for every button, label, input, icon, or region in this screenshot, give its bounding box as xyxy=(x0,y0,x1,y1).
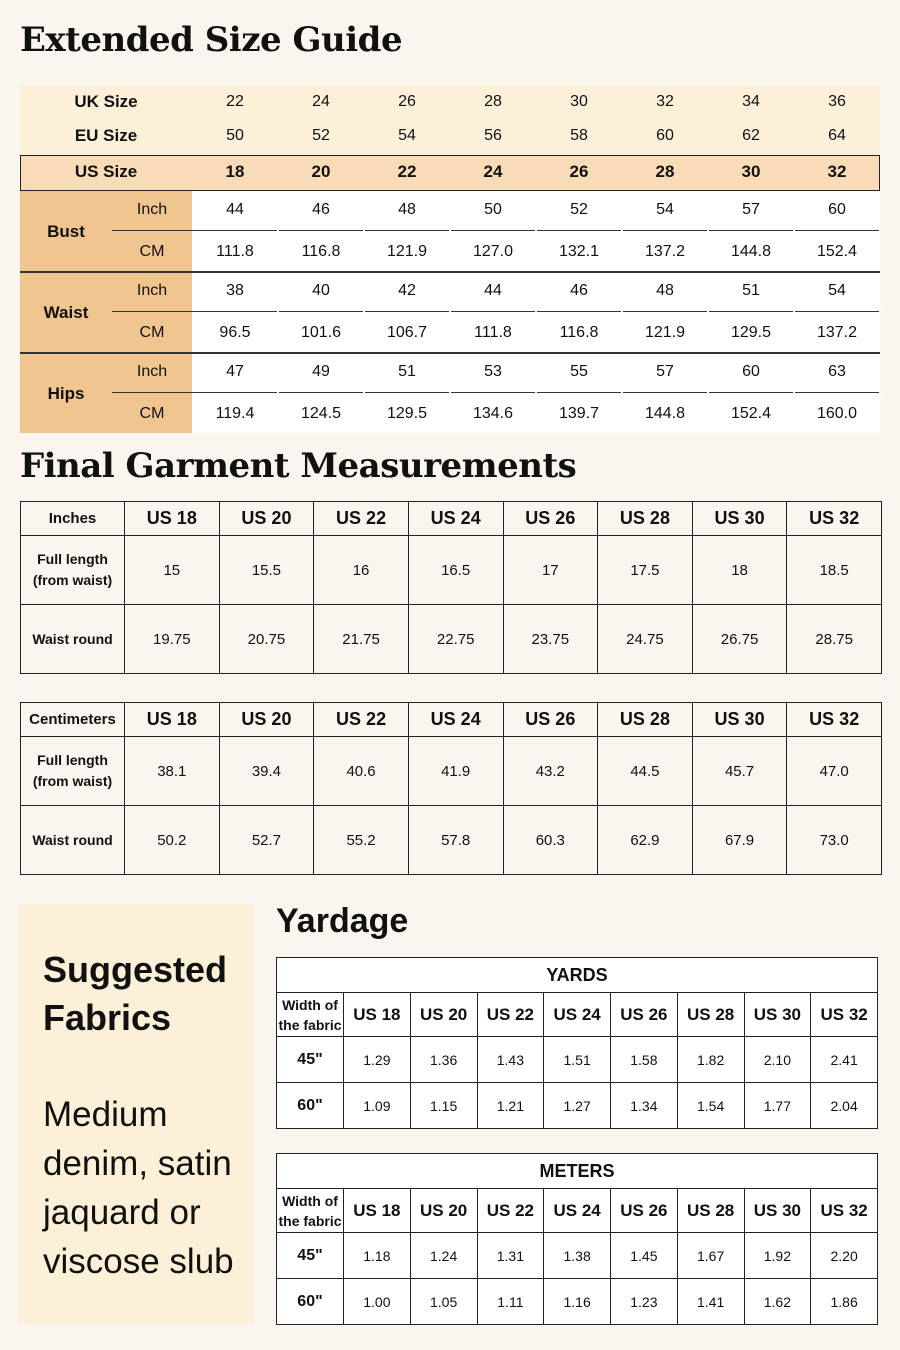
header-row xyxy=(277,993,878,1037)
inch-value: 38 xyxy=(226,282,244,299)
cm-value: 116.8 xyxy=(559,323,599,341)
size-header: US 28 xyxy=(677,993,744,1037)
size-header: US 24 xyxy=(544,1189,611,1233)
size-header: US 26 xyxy=(503,703,598,737)
size-header: US 24 xyxy=(408,502,503,536)
cm-value: 124.5 xyxy=(300,404,342,422)
size-header: US 30 xyxy=(744,993,811,1037)
inch-value: 40 xyxy=(312,282,330,299)
size-value: 50 xyxy=(226,127,244,144)
column-gap xyxy=(793,310,795,313)
value-cell: 1.34 xyxy=(611,1083,678,1129)
size-header: US 28 xyxy=(598,502,693,536)
cm-value: 137.2 xyxy=(644,242,686,260)
measure-name: Waist xyxy=(43,302,89,322)
value-cell: 18 xyxy=(692,536,787,605)
value-cell: 1.51 xyxy=(544,1037,611,1083)
table-caption: METERS xyxy=(277,1154,878,1189)
row-label: 60" xyxy=(277,1279,344,1325)
size-header: US 20 xyxy=(219,703,314,737)
value-cell: 2.10 xyxy=(744,1037,811,1083)
table-row xyxy=(277,1037,878,1083)
column-gap xyxy=(277,229,279,232)
value-cell: 52.7 xyxy=(219,806,314,875)
size-value: 26 xyxy=(398,93,416,110)
size-value: 56 xyxy=(484,127,502,144)
size-value: 64 xyxy=(828,127,846,144)
size-header: US 18 xyxy=(125,703,220,737)
inch-value: 60 xyxy=(828,201,846,218)
cm-value: 152.4 xyxy=(816,242,858,260)
value-cell: 1.36 xyxy=(410,1037,477,1083)
cm-value: 111.8 xyxy=(474,323,512,341)
size-header: US 22 xyxy=(477,1189,544,1233)
column-gap xyxy=(363,310,365,313)
cm-value: 160.0 xyxy=(816,404,858,422)
cm-value: 101.6 xyxy=(300,323,342,341)
cm-value: 96.5 xyxy=(219,323,251,341)
unit-label-cm: CM xyxy=(139,323,165,341)
column-gap xyxy=(879,229,881,232)
column-gap xyxy=(277,391,279,394)
value-cell: 44.5 xyxy=(598,737,693,806)
value-cell: 38.1 xyxy=(125,737,220,806)
column-gap xyxy=(535,391,537,394)
size-header: US 28 xyxy=(598,703,693,737)
value-cell: 40.6 xyxy=(314,737,409,806)
size-value: 60 xyxy=(656,127,674,144)
value-cell: 26.75 xyxy=(692,605,787,674)
value-cell: 1.23 xyxy=(611,1279,678,1325)
value-cell: 1.67 xyxy=(677,1233,744,1279)
size-value: 62 xyxy=(742,127,760,144)
column-gap xyxy=(707,229,709,232)
unit-divider xyxy=(112,311,880,312)
garment-cm-table xyxy=(20,702,882,875)
value-cell: 1.92 xyxy=(744,1233,811,1279)
inch-value: 54 xyxy=(828,282,846,299)
meters-table xyxy=(276,1153,878,1325)
cm-value: 144.8 xyxy=(644,404,686,422)
value-cell: 1.27 xyxy=(544,1083,611,1129)
value-cell: 39.4 xyxy=(219,737,314,806)
garment-title: Final Garment Measurements xyxy=(20,446,577,486)
width-label: Width of the fabric xyxy=(277,1189,344,1233)
value-cell: 1.77 xyxy=(744,1083,811,1129)
value-cell: 1.43 xyxy=(477,1037,544,1083)
width-label: Width of the fabric xyxy=(277,993,344,1037)
cm-value: 121.9 xyxy=(644,323,686,341)
value-cell: 20.75 xyxy=(219,605,314,674)
cm-value: 129.5 xyxy=(386,404,428,422)
size-value: 22 xyxy=(397,162,417,181)
row-label: 45" xyxy=(277,1037,344,1083)
column-gap xyxy=(449,310,451,313)
size-value: 36 xyxy=(828,93,846,110)
value-cell: 1.45 xyxy=(611,1233,678,1279)
value-cell: 1.31 xyxy=(477,1233,544,1279)
value-cell: 1.18 xyxy=(344,1233,411,1279)
inch-value: 42 xyxy=(398,282,416,299)
unit-label-cm: CM xyxy=(139,242,165,260)
cm-value: 137.2 xyxy=(816,323,858,341)
garment-inches-table xyxy=(20,501,882,674)
size-header: US 30 xyxy=(744,1189,811,1233)
row-label: 60" xyxy=(277,1083,344,1129)
size-guide-table xyxy=(20,85,880,433)
value-cell: 1.29 xyxy=(344,1037,411,1083)
row-label: Full length (from waist) xyxy=(21,536,125,605)
inch-value: 53 xyxy=(484,363,502,380)
inch-value: 44 xyxy=(226,201,244,218)
cm-value: 129.5 xyxy=(730,323,772,341)
value-cell: 1.09 xyxy=(344,1083,411,1129)
size-header: US 22 xyxy=(314,703,409,737)
size-value: 54 xyxy=(398,127,416,144)
value-cell: 1.11 xyxy=(477,1279,544,1325)
cm-value: 134.6 xyxy=(472,404,514,422)
size-header: US 26 xyxy=(611,993,678,1037)
value-cell: 18.5 xyxy=(787,536,882,605)
unit-label-inch: Inch xyxy=(136,363,168,380)
inch-value: 55 xyxy=(570,363,588,380)
column-gap xyxy=(793,229,795,232)
value-cell: 15 xyxy=(125,536,220,605)
size-row-label: US Size xyxy=(74,162,138,181)
value-cell: 19.75 xyxy=(125,605,220,674)
size-header: US 30 xyxy=(692,502,787,536)
page-title: Extended Size Guide xyxy=(20,20,403,60)
header-row xyxy=(277,1189,878,1233)
unit-divider xyxy=(112,230,880,231)
table-caption: YARDS xyxy=(277,958,878,993)
fabrics-heading: Suggested Fabrics xyxy=(43,949,228,1038)
size-header: US 22 xyxy=(314,502,409,536)
inch-value: 63 xyxy=(828,363,846,380)
caption-row xyxy=(277,1154,878,1189)
value-cell: 1.05 xyxy=(410,1279,477,1325)
cm-value: 127.0 xyxy=(472,242,514,260)
size-header: US 24 xyxy=(544,993,611,1037)
unit-header: Inches xyxy=(21,502,125,536)
row-label: 45" xyxy=(277,1233,344,1279)
row-label: Waist round xyxy=(21,605,125,674)
caption-row xyxy=(277,958,878,993)
value-cell: 24.75 xyxy=(598,605,693,674)
inch-value: 47 xyxy=(226,363,244,380)
size-header: US 20 xyxy=(219,502,314,536)
value-cell: 50.2 xyxy=(125,806,220,875)
value-cell: 22.75 xyxy=(408,605,503,674)
value-cell: 15.5 xyxy=(219,536,314,605)
value-cell: 1.21 xyxy=(477,1083,544,1129)
cm-value: 152.4 xyxy=(730,404,772,422)
inch-value: 48 xyxy=(656,282,674,299)
size-header: US 22 xyxy=(477,993,544,1037)
row-label: Full length (from waist) xyxy=(21,737,125,806)
column-gap xyxy=(449,229,451,232)
value-cell: 2.04 xyxy=(811,1083,878,1129)
column-gap xyxy=(621,391,623,394)
inch-value: 57 xyxy=(656,363,674,380)
size-header: US 26 xyxy=(611,1189,678,1233)
inch-value: 60 xyxy=(742,363,760,380)
inch-value: 46 xyxy=(570,282,588,299)
value-cell: 1.16 xyxy=(544,1279,611,1325)
value-cell: 1.41 xyxy=(677,1279,744,1325)
size-value: 24 xyxy=(483,162,503,181)
column-gap xyxy=(879,310,881,313)
size-header: US 32 xyxy=(811,1189,878,1233)
column-gap xyxy=(277,310,279,313)
column-gap xyxy=(621,229,623,232)
value-cell: 57.8 xyxy=(408,806,503,875)
value-cell: 1.54 xyxy=(677,1083,744,1129)
size-value: 28 xyxy=(655,162,675,181)
cm-value: 139.7 xyxy=(558,404,600,422)
value-cell: 73.0 xyxy=(787,806,882,875)
size-value: 32 xyxy=(827,162,847,181)
size-value: 18 xyxy=(225,162,245,181)
column-gap xyxy=(535,229,537,232)
cm-value: 111.8 xyxy=(216,242,254,260)
inch-value: 49 xyxy=(312,363,330,380)
value-cell: 1.15 xyxy=(410,1083,477,1129)
column-gap xyxy=(707,391,709,394)
cm-value: 119.4 xyxy=(215,404,255,422)
column-gap xyxy=(363,391,365,394)
table-row xyxy=(21,737,882,806)
size-value: 52 xyxy=(312,127,330,144)
value-cell: 67.9 xyxy=(692,806,787,875)
value-cell: 45.7 xyxy=(692,737,787,806)
inch-value: 46 xyxy=(312,201,330,218)
inch-value: 51 xyxy=(398,363,416,380)
size-value: 20 xyxy=(311,162,331,181)
value-cell: 17.5 xyxy=(598,536,693,605)
value-cell: 1.82 xyxy=(677,1037,744,1083)
size-value: 26 xyxy=(569,162,589,181)
measure-name: Bust xyxy=(47,221,85,241)
value-cell: 62.9 xyxy=(598,806,693,875)
table-row xyxy=(21,536,882,605)
size-value: 30 xyxy=(741,162,761,181)
size-header: US 26 xyxy=(503,502,598,536)
inch-value: 50 xyxy=(484,201,502,218)
size-value: 28 xyxy=(484,93,502,110)
size-value: 24 xyxy=(312,93,330,110)
column-gap xyxy=(535,310,537,313)
value-cell: 1.38 xyxy=(544,1233,611,1279)
fabrics-text: Medium denim, satin jaquard or viscose slub xyxy=(43,1095,234,1281)
size-header: US 24 xyxy=(408,703,503,737)
inch-value: 52 xyxy=(570,201,588,218)
size-header: US 30 xyxy=(692,703,787,737)
table-row xyxy=(277,1279,878,1325)
value-cell: 1.86 xyxy=(811,1279,878,1325)
unit-label-inch: Inch xyxy=(136,201,168,218)
size-value: 22 xyxy=(226,93,244,110)
measure-name: Hips xyxy=(47,383,85,403)
cm-value: 121.9 xyxy=(386,242,428,260)
unit-label-inch: Inch xyxy=(136,282,168,299)
value-cell: 1.00 xyxy=(344,1279,411,1325)
unit-label-cm: CM xyxy=(139,404,165,422)
unit-header: Centimeters xyxy=(21,703,125,737)
size-header: US 18 xyxy=(125,502,220,536)
inch-value: 44 xyxy=(484,282,502,299)
size-value: 32 xyxy=(656,93,674,110)
value-cell: 28.75 xyxy=(787,605,882,674)
size-header: US 20 xyxy=(410,993,477,1037)
cm-value: 144.8 xyxy=(730,242,772,260)
value-cell: 60.3 xyxy=(503,806,598,875)
value-cell: 16 xyxy=(314,536,409,605)
inch-value: 51 xyxy=(742,282,760,299)
header-row xyxy=(21,502,882,536)
size-header: US 28 xyxy=(677,1189,744,1233)
value-cell: 17 xyxy=(503,536,598,605)
size-header: US 32 xyxy=(811,993,878,1037)
yards-table xyxy=(276,957,878,1129)
inch-value: 57 xyxy=(742,201,760,218)
value-cell: 1.58 xyxy=(611,1037,678,1083)
size-row-label: EU Size xyxy=(74,126,138,145)
size-header: US 18 xyxy=(344,1189,411,1233)
value-cell: 2.41 xyxy=(811,1037,878,1083)
value-cell: 47.0 xyxy=(787,737,882,806)
value-cell: 55.2 xyxy=(314,806,409,875)
table-row xyxy=(21,806,882,875)
value-cell: 21.75 xyxy=(314,605,409,674)
column-gap xyxy=(793,391,795,394)
value-cell: 43.2 xyxy=(503,737,598,806)
header-row xyxy=(21,703,882,737)
size-header: US 32 xyxy=(787,502,882,536)
yardage-title: Yardage xyxy=(276,902,409,940)
row-label: Waist round xyxy=(21,806,125,875)
size-value: 34 xyxy=(742,93,760,110)
table-row xyxy=(21,605,882,674)
cm-value: 106.7 xyxy=(386,323,428,341)
cm-value: 116.8 xyxy=(301,242,341,260)
size-row-label: UK Size xyxy=(74,92,138,111)
fabrics-panel xyxy=(19,904,253,1324)
size-header: US 20 xyxy=(410,1189,477,1233)
column-gap xyxy=(879,391,881,394)
value-cell: 16.5 xyxy=(408,536,503,605)
value-cell: 41.9 xyxy=(408,737,503,806)
size-value: 58 xyxy=(570,127,588,144)
column-gap xyxy=(449,391,451,394)
inch-value: 54 xyxy=(656,201,674,218)
table-row xyxy=(277,1083,878,1129)
column-gap xyxy=(363,229,365,232)
value-cell: 1.62 xyxy=(744,1279,811,1325)
value-cell: 2.20 xyxy=(811,1233,878,1279)
column-gap xyxy=(621,310,623,313)
size-value: 30 xyxy=(570,93,588,110)
table-row xyxy=(277,1233,878,1279)
unit-divider xyxy=(112,392,880,393)
value-cell: 23.75 xyxy=(503,605,598,674)
value-cell: 1.24 xyxy=(410,1233,477,1279)
inch-value: 48 xyxy=(398,201,416,218)
size-header: US 18 xyxy=(344,993,411,1037)
column-gap xyxy=(707,310,709,313)
cm-value: 132.1 xyxy=(558,242,600,260)
size-header: US 32 xyxy=(787,703,882,737)
